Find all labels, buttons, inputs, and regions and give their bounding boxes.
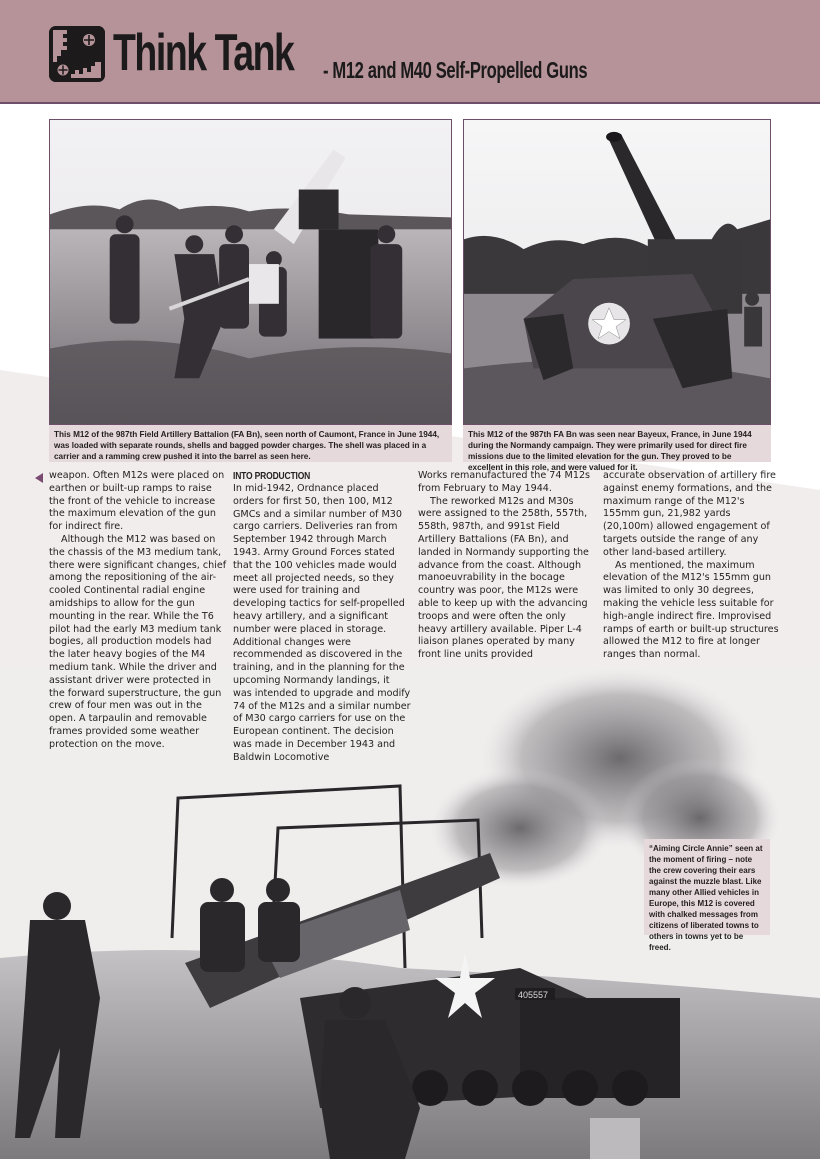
paragraph: weapon. Often M12s were placed on earthen or built-up ramps to raise the front of the vehicle to increase the maximum elevation of the gun for indirect fire. bbox=[49, 470, 225, 533]
article-column-3 bbox=[418, 470, 598, 662]
paragraph: accurate observation of artillery fire against enemy formations, and the maximum range of the M12's 155mm gun, 21,982 yards (20,100m) allowed engagement of targets outside the range of any other land-based artillery. bbox=[603, 470, 776, 558]
photo-m12-near-bayeux bbox=[463, 119, 771, 425]
paragraph: As mentioned, the maximum elevation of the M12's 155mm gun was limited to only 30 degrees, making the vehicle less suitable for high-angle indirect fire. Improvised ramps of earth or built-up structures allowed the M12 to fire at longer ranges than normal. bbox=[603, 559, 779, 661]
paragraph: Works remanufactured the 74 M12s from February to May 1944. bbox=[418, 470, 591, 494]
photo-caption: This M12 of the 987th Field Artillery Battalion (FA Bn), seen north of Caumont, France in June 1944, was loaded with separate rounds, shells and bagged powder charges. The shell was placed in a carrier and a ramming crew pushed it into the barrel as seen here. bbox=[49, 425, 452, 462]
paragraph: Although the M12 was based on the chassis of the M3 medium tank, there were significant changes, chief among the repositioning of the air-cooled Continental radial engine amidships to allow for the gun mounting in the rear. While the T6 pilot had the early M3 medium tank bogies, all production models had the later heavy bogies of the M4 medium tank. While the driver and assistant driver were protected in the forward superstructure, the gun crew of four men was out in the open. A tarpaulin and removable frames provided some weather protection on the move. bbox=[49, 533, 227, 750]
article-column-2 bbox=[233, 470, 411, 765]
page-subtitle: - M12 and M40 Self-Propelled Guns bbox=[323, 57, 588, 83]
page-title: Think Tank bbox=[113, 24, 294, 82]
continued-arrow-icon bbox=[35, 473, 43, 483]
gears-icon bbox=[49, 26, 105, 82]
article-column-4 bbox=[603, 470, 783, 662]
photo-caption: This M12 of the 987th FA Bn was seen near Bayeux, France, in June 1944 during the Normandy campaign. They were primarily used for direct fire missions due to the limited elevation for the gun. They proved to be excellent in this role, and were valued for it. bbox=[463, 425, 771, 462]
paragraph: In mid-1942, Ordnance placed orders for first 50, then 100, M12 GMCs and a similar number of M30 cargo carriers. Deliveries ran from September 1942 through March 1943. Army Ground Forces stated that the 100 vehicles made would meet all projected needs, so they were used for training and developing tactics for self-propelled heavy artillery, and a significant number were placed in storage. Additional changes were recommended as discovered in the training, and in the planning for the upcoming Normandy landings, it was intended to upgrade and modify 74 of the M12s and a similar number of M30 cargo carriers for use on the European continent. The decision was made in December 1943 and Baldwin Locomotive bbox=[233, 483, 411, 763]
section-subheading: INTO PRODUCTION bbox=[233, 471, 311, 482]
paragraph: The reworked M12s and M30s were assigned to the 258th, 557th, 558th, 987th, and 991st Field Artillery Battalions (FA Bn), and landed in Normandy supporting the advance from the coast. Although manoeuvrability in the bocage country was poor, the M12s were able to keep up with the advancing troops and were often the only heavy artillery available. Piper L-4 liaison planes operated by many front line units provided bbox=[418, 495, 589, 661]
article-column-1 bbox=[49, 470, 227, 752]
vehicle-number: 405557 bbox=[518, 990, 549, 1000]
photo-caption: “Aiming Circle Annie” seen at the moment of firing – note the crew covering their ears against the muzzle blast. Like many other Allied vehicles in Europe, this M12 is covered with chalked messages from citizens of liberated towns to others in towns yet to be freed. bbox=[644, 839, 770, 935]
photo-crew-loading-gun bbox=[49, 119, 452, 425]
page-header bbox=[0, 0, 820, 104]
